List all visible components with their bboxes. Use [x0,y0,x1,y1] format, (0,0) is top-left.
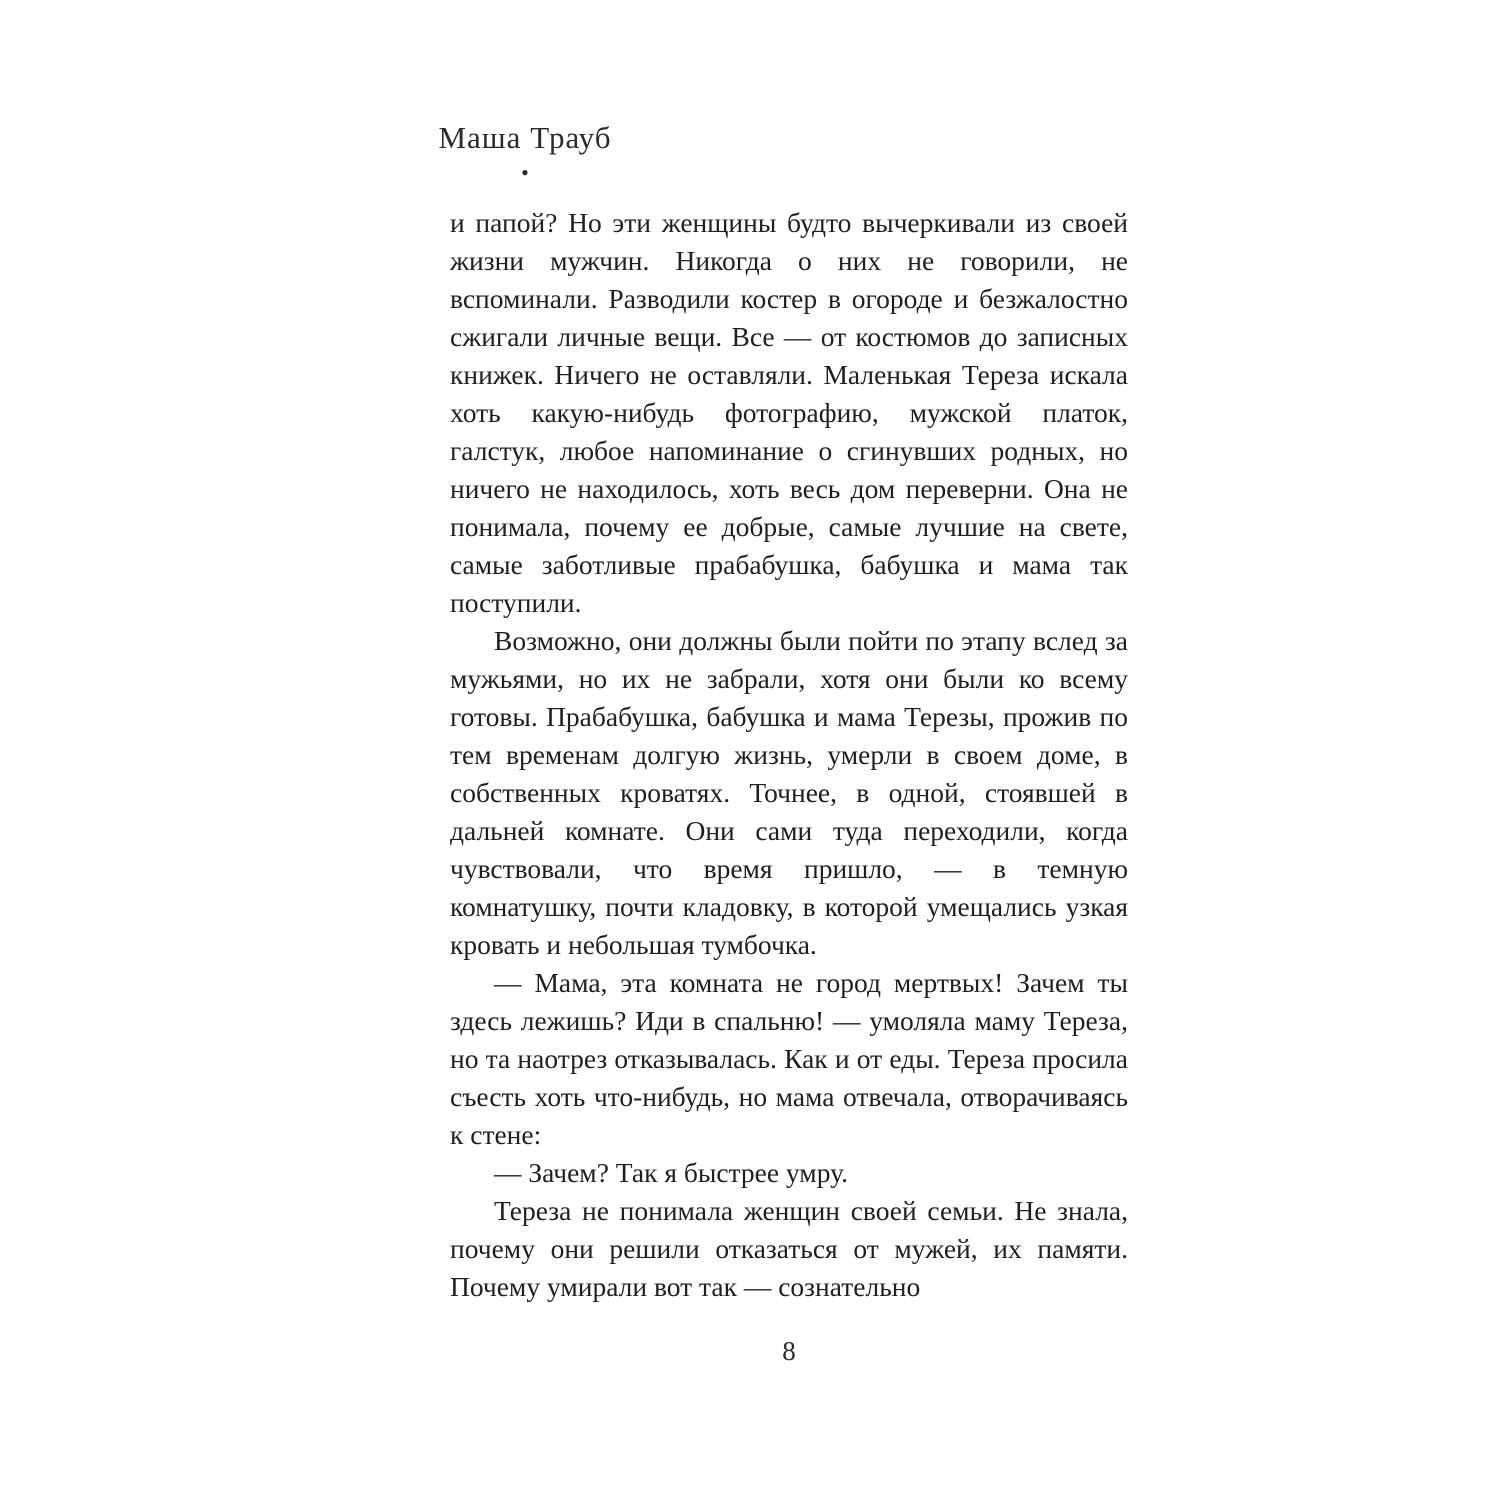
body-text-block [450,204,1128,1306]
running-header-author: Маша Трауб [438,120,612,155]
paragraph: — Мама, эта комната не город мертвых! Зачем ты здесь лежишь? Иди в спальню! — умоляла маму Тереза, но та наотрез отказывалась. Как и от еды. Тереза просила съесть хоть что-нибудь, но мама отвечала, отворачиваясь к стене: [450,967,1128,1150]
page-number: 8 [782,1336,796,1366]
paragraph: — Зачем? Так я быстрее умру. [494,1157,848,1188]
paragraph: Возможно, они должны были пойти по этапу вслед за мужьями, но их не забрали, хотя они были ко всему готовы. Прабабушка, бабушка и мама Терезы, прожив по тем временам долгую жизнь, умерли в своем доме, в собственных кроватях. Точнее, в одной, стоявшей в дальней комнате. Они сами туда переходили, когда чувствовали, что время пришло, — в темную комнатушку, почти кладовку, в которой умещались узкая кровать и небольшая тумбочка. [450,625,1128,960]
paragraph: и папой? Но эти женщины будто вычеркивали из своей жизни мужчин. Никогда о них не говорили, не вспоминали. Разводили костер в огороде и безжалостно сжигали личные вещи. Все — от костюмов до записных книжек. Ничего не оставляли. Маленькая Тереза искала хоть какую-нибудь фотографию, мужской платок, галстук, любое напоминание о сгинувших родных, но ничего не находилось, хоть весь дом переверни. Она не понимала, почему ее добрые, самые лучшие на свете, самые заботливые прабабушка, бабушка и мама так поступили. [450,207,1128,618]
section-divider-dot-icon: • [521,160,529,185]
paragraph: Тереза не понимала женщин своей семьи. Не знала, почему они решили отказаться от мужей, их памяти. Почему умирали вот так — сознательно [450,1195,1128,1302]
